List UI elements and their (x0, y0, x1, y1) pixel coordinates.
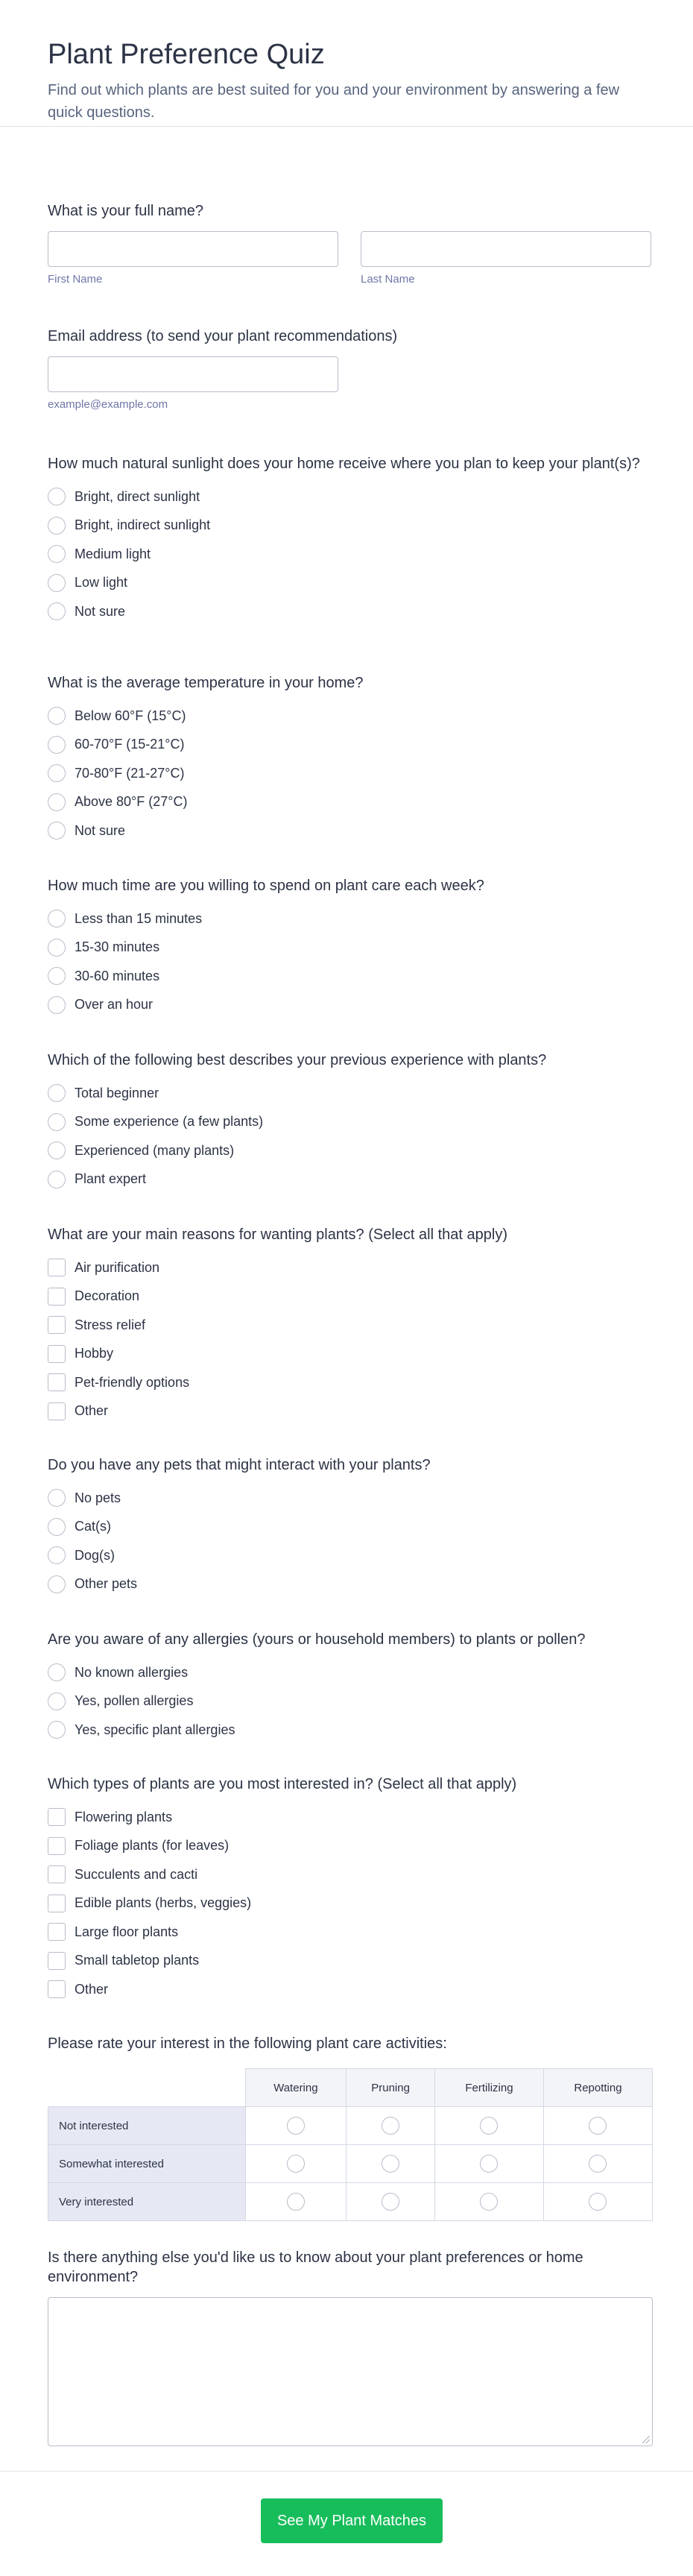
checkbox[interactable] (48, 1865, 66, 1883)
checkbox-option[interactable]: Decoration (48, 1282, 653, 1311)
matrix-cell[interactable] (435, 2145, 544, 2183)
checkbox[interactable] (48, 1345, 66, 1363)
radio-button[interactable] (382, 2193, 399, 2211)
radio-button[interactable] (48, 1113, 66, 1131)
plant-types-options (48, 1803, 653, 2004)
temperature-options (48, 702, 653, 845)
radio-button[interactable] (48, 1489, 66, 1507)
radio-button[interactable] (48, 939, 66, 957)
matrix-column-header: Watering (245, 2069, 346, 2107)
experience-options (48, 1079, 653, 1194)
radio-button[interactable] (48, 1518, 66, 1536)
sunlight-question (48, 454, 653, 626)
matrix-column-header: Repotting (543, 2069, 652, 2107)
experience-question (48, 1051, 653, 1194)
radio-option[interactable]: Medium light (48, 540, 653, 569)
radio-button[interactable] (48, 574, 66, 592)
matrix-cell[interactable] (543, 2183, 652, 2221)
checkbox-option[interactable]: Hobby (48, 1340, 653, 1369)
question-label: Is there anything else you'd like us to know about your plant preferences or home environment? (48, 2249, 583, 2285)
radio-option[interactable]: Below 60°F (15°C) (48, 702, 653, 731)
page-title: Plant Preference Quiz (48, 39, 325, 70)
radio-button[interactable] (48, 793, 66, 811)
checkbox[interactable] (48, 1808, 66, 1826)
matrix-row-label: Not interested (48, 2107, 246, 2145)
radio-option[interactable]: 30-60 minutes (48, 962, 653, 991)
question-label: What are your main reasons for wanting plants? (Select all that apply) (48, 1226, 507, 1243)
question-label: What is the average temperature in your home? (48, 675, 364, 691)
radio-button[interactable] (48, 1575, 66, 1593)
plant-types-question (48, 1774, 653, 2004)
radio-button[interactable] (48, 545, 66, 563)
matrix-cell[interactable] (245, 2145, 346, 2183)
radio-option[interactable]: Plant expert (48, 1165, 653, 1194)
radio-button[interactable] (48, 996, 66, 1014)
checkbox-option[interactable]: Other (48, 1397, 653, 1426)
pets-question (48, 1455, 653, 1599)
email-hint: example@example.com (48, 398, 168, 411)
radio-button[interactable] (480, 2155, 498, 2173)
radio-button[interactable] (48, 1663, 66, 1681)
matrix-cell[interactable] (346, 2107, 435, 2145)
checkbox[interactable] (48, 1980, 66, 1998)
radio-button[interactable] (589, 2117, 607, 2135)
checkbox-option[interactable]: Large floor plants (48, 1918, 653, 1947)
form-footer (0, 2471, 693, 2576)
matrix-cell[interactable] (435, 2183, 544, 2221)
radio-button[interactable] (48, 1084, 66, 1102)
radio-option[interactable]: Not sure (48, 816, 653, 845)
checkbox-option[interactable]: Pet-friendly options (48, 1368, 653, 1397)
radio-option[interactable]: No pets (48, 1484, 653, 1513)
checkbox[interactable] (48, 1288, 66, 1306)
checkbox[interactable] (48, 1923, 66, 1941)
checkbox[interactable] (48, 1316, 66, 1334)
checkbox-option[interactable]: Flowering plants (48, 1803, 653, 1832)
question-label: Please rate your interest in the following plant care activities: (48, 2035, 447, 2052)
matrix-cell[interactable] (543, 2107, 652, 2145)
question-label: Are you aware of any allergies (yours or household members) to plants or pollen? (48, 1631, 586, 1648)
checkbox[interactable] (48, 1895, 66, 1912)
notes-question (48, 2248, 653, 2446)
sunlight-options (48, 482, 653, 626)
question-label: What is your full name? (48, 203, 203, 219)
radio-button[interactable] (589, 2193, 607, 2211)
radio-button[interactable] (48, 1546, 66, 1564)
matrix-row-label: Very interested (48, 2183, 246, 2221)
matrix-cell[interactable] (346, 2183, 435, 2221)
reasons-question (48, 1225, 653, 1426)
radio-option[interactable]: Other pets (48, 1570, 653, 1599)
first-name-sublabel: First Name (48, 273, 103, 286)
temperature-question (48, 673, 653, 845)
matrix-row (48, 2145, 653, 2183)
radio-option[interactable]: Experienced (many plants) (48, 1136, 653, 1165)
checkbox-option[interactable]: Other (48, 1975, 653, 2004)
name-question (48, 201, 653, 286)
radio-button[interactable] (48, 1141, 66, 1159)
matrix-cell[interactable] (245, 2183, 346, 2221)
radio-button[interactable] (287, 2193, 305, 2211)
radio-option[interactable]: Some experience (a few plants) (48, 1108, 653, 1137)
last-name-input[interactable] (361, 231, 651, 267)
radio-button[interactable] (48, 764, 66, 782)
question-label: Which types of plants are you most interested in? (Select all that apply) (48, 1776, 517, 1792)
question-label: How much time are you willing to spend on plant care each week? (48, 878, 484, 894)
rating-matrix (48, 2068, 653, 2221)
radio-button[interactable] (480, 2117, 498, 2135)
radio-option[interactable]: Not sure (48, 597, 653, 626)
checkbox-option[interactable]: Succulents and cacti (48, 1860, 653, 1889)
checkbox-option[interactable]: Stress relief (48, 1311, 653, 1340)
radio-button[interactable] (48, 822, 66, 840)
allergies-options (48, 1658, 653, 1745)
checkbox-option[interactable]: Edible plants (herbs, veggies) (48, 1889, 653, 1918)
checkbox[interactable] (48, 1837, 66, 1855)
radio-button[interactable] (382, 2117, 399, 2135)
radio-option[interactable]: No known allergies (48, 1658, 653, 1687)
radio-option[interactable]: 15-30 minutes (48, 933, 653, 963)
matrix-column-header: Fertilizing (435, 2069, 544, 2107)
radio-button[interactable] (287, 2155, 305, 2173)
radio-option[interactable]: Dog(s) (48, 1541, 653, 1570)
allergies-question (48, 1630, 653, 1745)
radio-button[interactable] (48, 517, 66, 535)
matrix-column-header: Pruning (346, 2069, 435, 2107)
radio-option[interactable]: Total beginner (48, 1079, 653, 1108)
radio-button[interactable] (48, 602, 66, 620)
care-activities-question (48, 2034, 653, 2221)
question-label: How much natural sunlight does your home receive where you plan to keep your plant(s)? (48, 456, 640, 472)
radio-button[interactable] (48, 1692, 66, 1710)
radio-button[interactable] (480, 2193, 498, 2211)
radio-option[interactable]: Over an hour (48, 991, 653, 1020)
matrix-cell[interactable] (435, 2107, 544, 2145)
radio-option[interactable]: 60-70°F (15-21°C) (48, 731, 653, 760)
page-subtitle: Find out which plants are best suited for you and your environment by answering a few quick questions. (48, 82, 620, 121)
radio-button[interactable] (48, 736, 66, 754)
matrix-row (48, 2183, 653, 2221)
checkbox[interactable] (48, 1259, 66, 1276)
radio-option[interactable]: Bright, indirect sunlight (48, 511, 653, 541)
radio-option[interactable]: Less than 15 minutes (48, 904, 653, 933)
email-question (48, 327, 653, 411)
radio-option[interactable]: 70-80°F (21-27°C) (48, 759, 653, 788)
email-input[interactable] (48, 356, 338, 392)
radio-button[interactable] (48, 1171, 66, 1188)
first-name-input[interactable] (48, 231, 338, 267)
pets-options (48, 1484, 653, 1599)
radio-option[interactable]: Yes, specific plant allergies (48, 1716, 653, 1745)
radio-button[interactable] (382, 2155, 399, 2173)
resize-grip-icon[interactable] (642, 2436, 650, 2443)
care-time-question (48, 876, 653, 1019)
checkbox[interactable] (48, 1402, 66, 1420)
matrix-corner (48, 2069, 246, 2107)
radio-button[interactable] (48, 1721, 66, 1739)
radio-option[interactable]: Yes, pollen allergies (48, 1687, 653, 1716)
checkbox[interactable] (48, 1952, 66, 1970)
question-label: Which of the following best describes your previous experience with plants? (48, 1052, 547, 1068)
submit-button[interactable]: See My Plant Matches (261, 2498, 443, 2543)
radio-button[interactable] (48, 910, 66, 928)
checkbox-option[interactable]: Foliage plants (for leaves) (48, 1832, 653, 1861)
radio-button[interactable] (48, 707, 66, 725)
radio-option[interactable]: Cat(s) (48, 1513, 653, 1542)
matrix-row (48, 2107, 653, 2145)
form-header (0, 0, 693, 127)
radio-button[interactable] (48, 488, 66, 506)
matrix-cell[interactable] (245, 2107, 346, 2145)
checkbox-option[interactable]: Small tabletop plants (48, 1947, 653, 1976)
checkbox[interactable] (48, 1373, 66, 1391)
radio-button[interactable] (48, 967, 66, 985)
radio-button[interactable] (589, 2155, 607, 2173)
radio-option[interactable]: Low light (48, 569, 653, 598)
radio-button[interactable] (287, 2117, 305, 2135)
checkbox-option[interactable]: Air purification (48, 1253, 653, 1282)
notes-textarea[interactable] (48, 2297, 653, 2446)
reasons-options (48, 1253, 653, 1426)
question-label: Email address (to send your plant recommendations) (48, 328, 398, 344)
matrix-row-label: Somewhat interested (48, 2145, 246, 2183)
last-name-sublabel: Last Name (361, 273, 415, 286)
matrix-cell[interactable] (543, 2145, 652, 2183)
radio-option[interactable]: Bright, direct sunlight (48, 482, 653, 511)
matrix-cell[interactable] (346, 2145, 435, 2183)
question-label: Do you have any pets that might interact with your plants? (48, 1457, 431, 1473)
care-time-options (48, 904, 653, 1019)
radio-option[interactable]: Above 80°F (27°C) (48, 788, 653, 817)
